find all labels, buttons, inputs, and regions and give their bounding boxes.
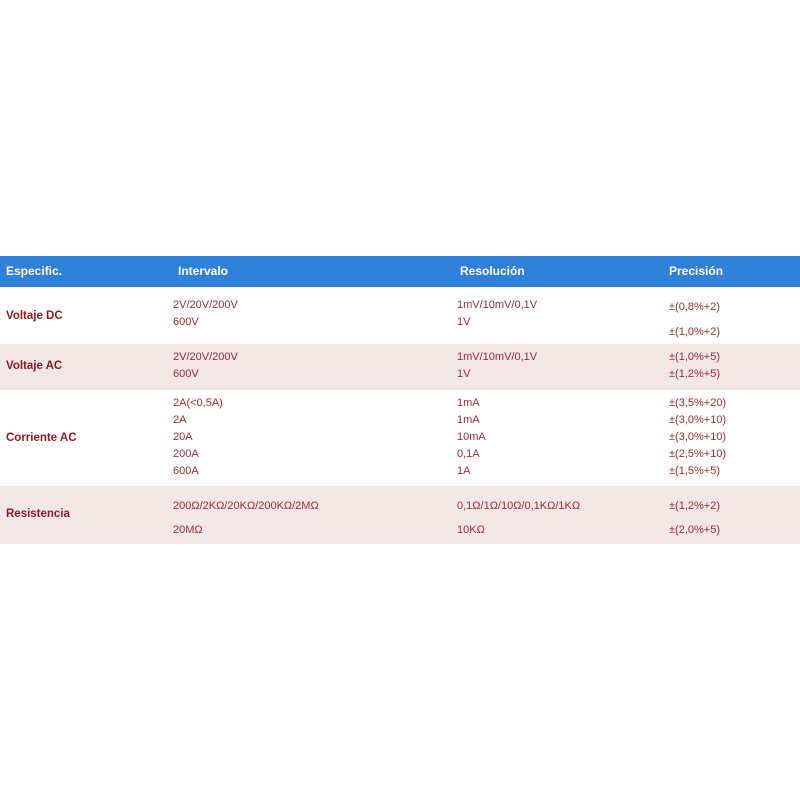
precision-value: ±(3,0%+10): [669, 414, 727, 426]
header-range: Intervalo: [178, 264, 229, 278]
range-cell: [173, 349, 238, 383]
row-label: Resistencia: [6, 508, 70, 520]
resolution-value: 1mA: [457, 414, 480, 426]
precision-value: ±(0,8%+2): [669, 301, 720, 313]
table-row: [0, 486, 800, 544]
range-cell: [173, 498, 319, 539]
header-precision: Precisión: [669, 264, 724, 278]
range-value: 600V: [173, 316, 199, 328]
row-label: Corriente AC: [6, 432, 77, 444]
precision-value: ±(1,0%+5): [669, 351, 720, 363]
resolution-value: 1mV/10mV/0,1V: [457, 351, 538, 363]
precision-value: ±(2,0%+5): [669, 524, 720, 536]
precision-value: ±(1,5%+5): [669, 465, 720, 477]
precision-value: ±(1,2%+5): [669, 368, 720, 380]
header-spec: Especific.: [6, 264, 63, 278]
resolution-cell: [457, 349, 537, 383]
range-value: 600V: [173, 368, 199, 380]
range-value: 600A: [173, 465, 199, 477]
range-value: 2V/20V/200V: [173, 299, 238, 311]
precision-value: ±(1,0%+2): [669, 326, 720, 338]
row-label: Voltaje DC: [6, 310, 63, 322]
row-label: Voltaje AC: [6, 360, 63, 372]
range-value: 20A: [173, 431, 193, 443]
resolution-value: 10mA: [457, 431, 486, 443]
resolution-value: 1V: [457, 368, 471, 380]
resolution-value: 1A: [457, 465, 471, 477]
resolution-cell: [457, 498, 580, 539]
precision-value: ±(2,5%+10): [669, 448, 727, 460]
table-header: [0, 256, 800, 287]
resolution-value: 0,1A: [457, 448, 480, 460]
resolution-cell: [457, 395, 486, 480]
resolution-cell: [457, 297, 537, 331]
precision-value: ±(3,0%+10): [669, 431, 727, 443]
resolution-value: 1mV/10mV/0,1V: [457, 299, 538, 311]
precision-cell: [669, 498, 720, 539]
resolution-value: 1V: [457, 316, 471, 328]
range-value: 200A: [173, 448, 199, 460]
resolution-value: 10KΩ: [457, 524, 485, 536]
range-cell: [173, 395, 223, 480]
precision-cell: [669, 299, 720, 341]
resolution-value: 0,1Ω/1Ω/10Ω/0,1KΩ/1KΩ: [457, 500, 581, 512]
precision-cell: [669, 349, 720, 383]
table-row: [0, 390, 800, 486]
range-value: 20MΩ: [173, 524, 203, 536]
header-resolution: Resolución: [460, 264, 525, 278]
resolution-value: 1mA: [457, 397, 480, 409]
range-value: 2A: [173, 414, 187, 426]
range-value: 2V/20V/200V: [173, 351, 238, 363]
table-row: [0, 287, 800, 344]
spec-table: [0, 256, 800, 544]
precision-cell: [669, 395, 726, 480]
table-row: [0, 344, 800, 390]
range-value: 2A(<0,5A): [173, 397, 223, 409]
precision-value: ±(3,5%+20): [669, 397, 727, 409]
range-cell: [173, 297, 238, 331]
precision-value: ±(1,2%+2): [669, 500, 720, 512]
range-value: 200Ω/2KΩ/20KΩ/200KΩ/2MΩ: [173, 500, 319, 512]
